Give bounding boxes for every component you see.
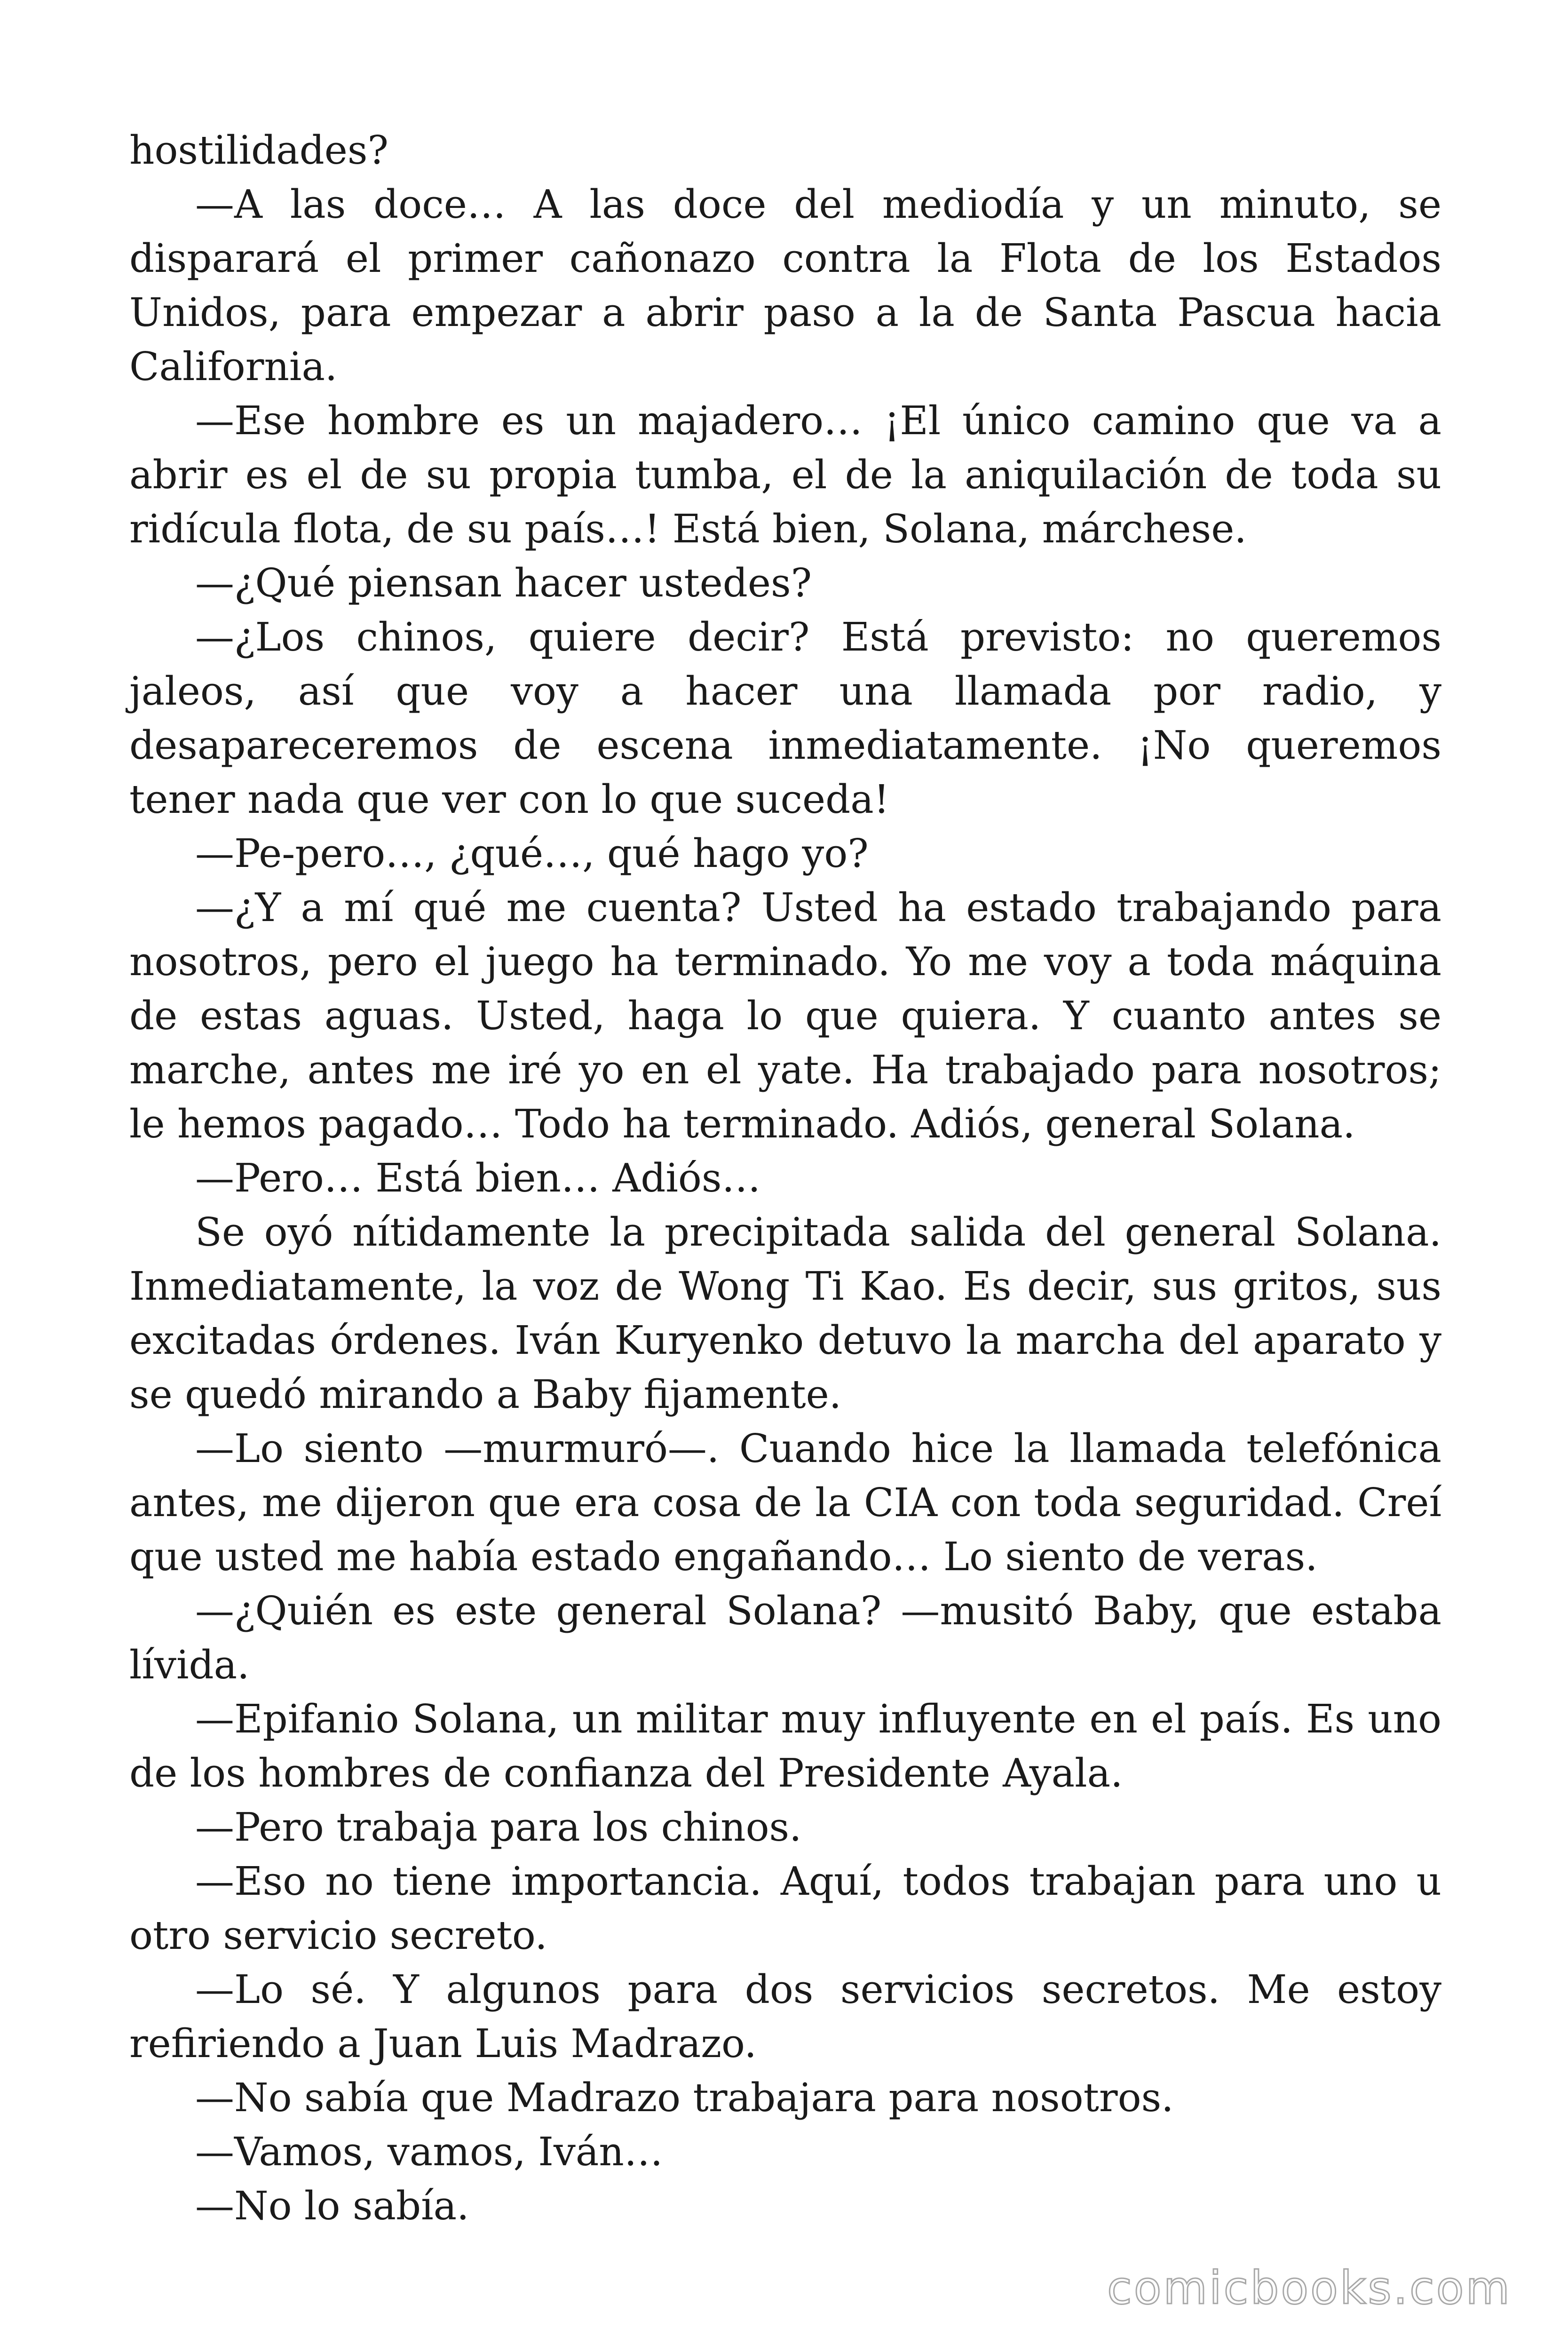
paragraph: Se oyó nítidamente la precipitada salida del general Solana. Inmediatamente, la voz de Wong Ti Kao. Es decir, sus gritos, sus excitadas órdenes. Iván Kuryenko detuvo la marcha del aparato y se quedó mirando a Baby fijamente. [129,1209,1441,1417]
paragraph: —A las doce… A las doce del mediodía y un minuto, se disparará el primer cañonazo contra la Flota de los Estados Unidos, para empezar a abrir paso a la de Santa Pascua hacia California. [129,182,1441,389]
paragraph: —¿Y a mí qué me cuenta? Usted ha estado trabajando para nosotros, pero el juego ha terminado. Yo me voy a toda máquina de estas aguas. Usted, haga lo que quiera. Y cuanto antes se marche, antes me iré yo en el yate. Ha trabajado para nosotros; le hemos pagado… Todo ha terminado. Adiós, general Solana. [129,885,1441,1147]
paragraph: —Vamos, vamos, Iván… [195,2129,663,2175]
paragraph: —Lo siento —murmuró—. Cuando hice la llamada telefónica antes, me dijeron que era cosa de la CIA con toda seguridad. Creí que usted me había estado engañando… Lo siento de veras. [129,1426,1441,1580]
paragraph: hostilidades? [129,127,388,173]
paragraph: —Eso no tiene importancia. Aquí, todos trabajan para uno u otro servicio secreto. [129,1859,1441,1958]
paragraph: —Lo sé. Y algunos para dos servicios secretos. Me estoy refiriendo a Juan Luis Madrazo. [129,1967,1441,2066]
paragraph: —Ese hombre es un majadero… ¡El único camino que va a abrir es el de su propia tumba, el de la aniquilación de toda su ridícula flota, de su país…! Está bien, Solana, márchese. [129,398,1441,552]
paragraph: —¿Quién es este general Solana? —musitó Baby, que estaba lívida. [129,1588,1441,1688]
body-text [129,123,1441,2233]
paragraph: —Epifanio Solana, un militar muy influyente en el país. Es uno de los hombres de confianza del Presidente Ayala. [129,1696,1441,1796]
paragraph: —Pero trabaja para los chinos. [195,1804,802,1850]
paragraph: —Pe-pero…, ¿qué…, qué hago yo? [195,831,869,876]
watermark-logo: comicbooks.com [1107,2262,1512,2314]
paragraph: —¿Qué piensan hacer ustedes? [195,560,812,606]
paragraph: —Pero… Está bien… Adiós… [195,1155,761,1201]
paragraph: —No lo sabía. [195,2183,469,2229]
paragraph: —No sabía que Madrazo trabajara para nosotros. [195,2075,1174,2121]
paragraph: —¿Los chinos, quiere decir? Está previsto: no queremos jaleos, así que voy a hacer una llamada por radio, y desapareceremos de escena inmediatamente. ¡No queremos tener nada que ver con lo que suceda! [129,614,1441,822]
